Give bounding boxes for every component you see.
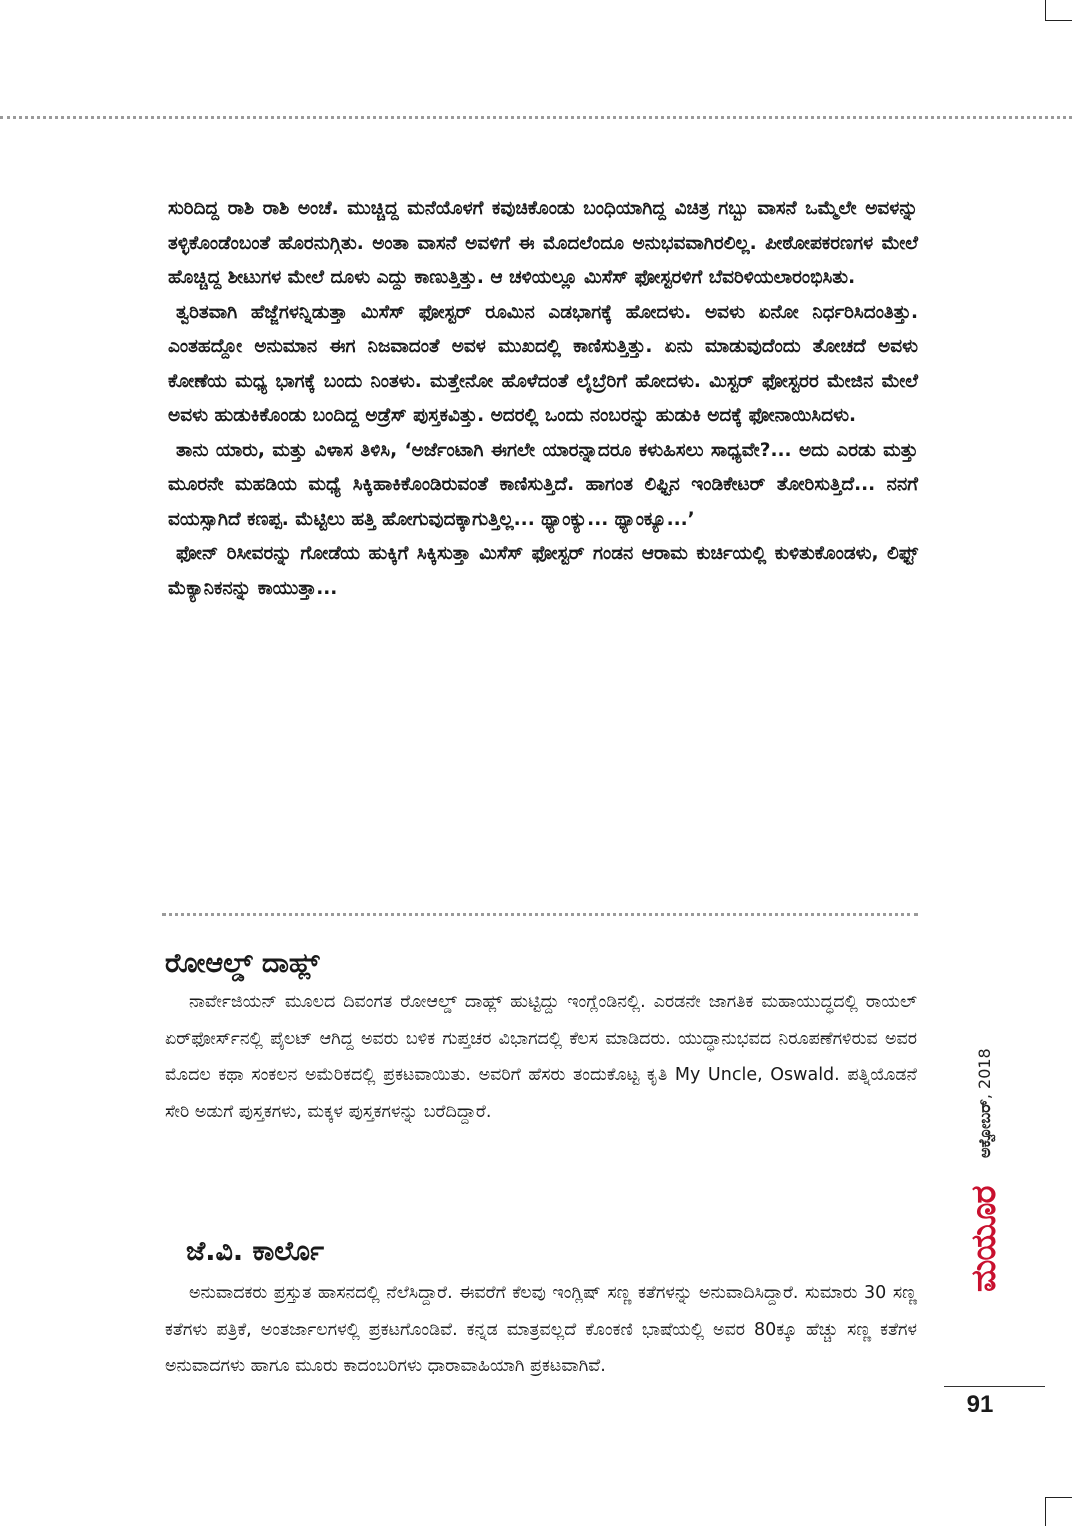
author-name-heading: ರೋಆಲ್ಡ್ ದಾಹ್ಲ್ [165, 948, 320, 979]
issue-date [967, 1048, 1003, 1158]
story-paragraph: ಫೋನ್ ರಿಸೀವರನ್ನು ಗೋಡೆಯ ಹುಕ್ಕಿಗೆ ಸಿಕ್ಕಿಸುತ್ತಾ ಮಿಸೆಸ್ ಫೋಸ್ಟರ್ ಗಂಡನ ಆರಾಮ ಕುರ್ಚಿಯಲ್ಲಿ ಕುಳಿತುಕೊಂಡಳು, ಲಿಫ್ಟ್ ಮೆಕ್ಯಾನಿಕನನ್ನು ಕಾಯುತ್ತಾ... [168, 543, 918, 599]
story-paragraph: ಸುರಿದಿದ್ದ ರಾಶಿ ರಾಶಿ ಅಂಚೆ. ಮುಚ್ಚಿದ್ದ ಮನೆಯೊಳಗೆ ಕವುಚಿಕೊಂಡು ಬಂಧಿಯಾಗಿದ್ದ ವಿಚಿತ್ರ ಗಬ್ಬು ವಾಸನೆ ಒಮ್ಮೆಲೇ ಅವಳನ್ನು ತಳ್ಳಿಕೊಂಡೆಂಬಂತೆ ಹೊರನುಗ್ಗಿತು. ಅಂತಾ ವಾಸನೆ ಅವಳಿಗೆ ಈ ಮೊದಲೆಂದೂ ಅನುಭವವಾಗಿರಲಿಲ್ಲ. ಪೀಠೋಪಕರಣಗಳ ಮೇಲೆ ಹೊಚ್ಚಿದ್ದ ಶೀಟುಗಳ ಮೇಲೆ ದೂಳು ಎದ್ದು ಕಾಣುತ್ತಿತ್ತು. ಆ ಚಳಿಯಲ್ಲೂ ಮಿಸೆಸ್ ಫೋಸ್ಟರಳಿಗೆ ಬೆವರಿಳಿಯಲಾರಂಭಿಸಿತು. [168, 198, 918, 288]
translator-name-heading: ಜೆ.ವಿ. ಕಾರ್ಲೊ [186, 1236, 325, 1267]
story-paragraph: ತಾನು ಯಾರು, ಮತ್ತು ವಿಳಾಸ ತಿಳಿಸಿ, ‘ಅರ್ಜೆಂಟಾಗಿ ಈಗಲೇ ಯಾರನ್ನಾದರೂ ಕಳುಹಿಸಲು ಸಾಧ್ಯವೇ?... ಅದು ಎರಡು ಮತ್ತು ಮೂರನೇ ಮಹಡಿಯ ಮಧ್ಯೆ ಸಿಕ್ಕಿಹಾಕಿಕೊಂಡಿರುವಂತೆ ಕಾಣಿಸುತ್ತಿದೆ. ಹಾಗಂತ ಲಿಫ್ಟಿನ ಇಂಡಿಕೇಟರ್ ತೋರಿಸುತ್ತಿದೆ... ನನಗೆ ವಯಸ್ಸಾಗಿದೆ ಕಣಪ್ಪ. ಮೆಟ್ಟಿಲು ಹತ್ತಿ ಹೋಗುವುದಕ್ಕಾಗುತ್ತಿಲ್ಲ... ಥ್ಯಾಂಕ್ಯು... ಥ್ಯಾಂಕ್ಯೂ...’ [168, 439, 918, 530]
masthead [935, 1048, 1025, 1292]
top-dotted-divider [0, 116, 1072, 119]
issue-year: , 2018 [975, 1048, 994, 1100]
magazine-logo: ಮಯೂರ [964, 1186, 1004, 1292]
section-dotted-divider [162, 913, 918, 916]
crop-mark-bottom-right [1045, 1497, 1072, 1526]
author-bio-text: ನಾರ್ವೇಜಿಯನ್ ಮೂಲದ ದಿವಂಗತ ರೋಆಲ್ಡ್ ದಾಹ್ಲ್ ಹುಟ್ಟಿದ್ದು ಇಂಗ್ಲೆಂಡಿನಲ್ಲಿ. ಎರಡನೇ ಜಾಗತಿಕ ಮಹಾಯುದ್ಧದಲ್ಲಿ ರಾಯಲ್ ಏರ್‌ಫೋರ್ಸ್‌ನಲ್ಲಿ ಪೈಲಟ್ ಆಗಿದ್ದ ಅವರು ಬಳಿಕ ಗುಪ್ತಚರ ವಿಭಾಗದಲ್ಲಿ ಕೆಲಸ ಮಾಡಿದರು. ಯುದ್ಧಾನುಭವದ ನಿರೂಪಣೆಗಳಿರುವ ಅವರ ಮೊದಲ ಕಥಾ ಸಂಕಲನ ಅಮೆರಿಕದಲ್ಲಿ ಪ್ರಕಟವಾಯಿತು. ಅವರಿಗೆ ಹೆಸರು ತಂದುಕೊಟ್ಟ ಕೃತಿ My Uncle, Oswald. ಪತ್ನಿಯೊಡನೆ ಸೇರಿ ಅಡುಗೆ ಪುಸ್ತಕಗಳು, ಮಕ್ಕಳ ಪುಸ್ತಕಗಳನ್ನು ಬರೆದಿದ್ದಾರೆ. [165, 992, 917, 1122]
story-paragraph: ತ್ವರಿತವಾಗಿ ಹೆಜ್ಜೆಗಳನ್ನಿಡುತ್ತಾ ಮಿಸೆಸ್ ಫೋಸ್ಟರ್ ರೂಮಿನ ಎಡಭಾಗಕ್ಕೆ ಹೋದಳು. ಅವಳು ಏನೋ ನಿರ್ಧರಿಸಿದಂತಿತ್ತು. ಎಂತಹದ್ದೋ ಅನುಮಾನ ಈಗ ನಿಜವಾದಂತೆ ಅವಳ ಮುಖದಲ್ಲಿ ಕಾಣಿಸುತ್ತಿತ್ತು. ಏನು ಮಾಡುವುದೆಂದು ತೋಚದೆ ಅವಳು ಕೋಣೆಯ ಮಧ್ಯ ಭಾಗಕ್ಕೆ ಬಂದು ನಿಂತಳು. ಮತ್ತೇನೋ ಹೊಳೆದಂತೆ ಲೈಬ್ರೆರಿಗೆ ಹೋದಳು. ಮಿಸ್ಟರ್ ಫೋಸ್ಟರರ ಮೇಜಿನ ಮೇಲೆ ಅವಳು ಹುಡುಕಿಕೊಂಡು ಬಂದಿದ್ದ ಅಡ್ರೆಸ್ ಪುಸ್ತಕವಿತ್ತು. ಅದರಲ್ಲಿ ಒಂದು ನಂಬರನ್ನು ಹುಡುಕಿ ಅದಕ್ಕೆ ಫೋನಾಯಿಸಿದಳು. [168, 301, 918, 426]
issue-month: ಅಕ್ಟೋಬರ್ [975, 1099, 994, 1158]
crop-mark-top-right [1045, 0, 1072, 21]
translator-bio-text: ಅನುವಾದಕರು ಪ್ರಸ್ತುತ ಹಾಸನದಲ್ಲಿ ನೆಲೆಸಿದ್ದಾರೆ. ಈವರೆಗೆ ಕೆಲವು ಇಂಗ್ಲಿಷ್ ಸಣ್ಣ ಕತೆಗಳನ್ನು ಅನುವಾದಿಸಿದ್ದಾರೆ. ಸುಮಾರು 30 ಸಣ್ಣ ಕತೆಗಳು ಪತ್ರಿಕೆ, ಅಂತರ್ಜಾಲಗಳಲ್ಲಿ ಪ್ರಕಟಗೊಂಡಿವೆ. ಕನ್ನಡ ಮಾತ್ರವಲ್ಲದೆ ಕೊಂಕಣಿ ಭಾಷೆಯಲ್ಲಿ ಅವರ 80ಕ್ಕೂ ಹೆಚ್ಚು ಸಣ್ಣ ಕತೆಗಳ ಅನುವಾದಗಳು ಹಾಗೂ ಮೂರು ಕಾದಂಬರಿಗಳು ಧಾರಾವಾಹಿಯಾಗಿ ಪ್ರಕಟವಾಗಿವೆ. [165, 1283, 917, 1376]
story-body [168, 192, 918, 606]
page-number: 91 [966, 1391, 994, 1418]
